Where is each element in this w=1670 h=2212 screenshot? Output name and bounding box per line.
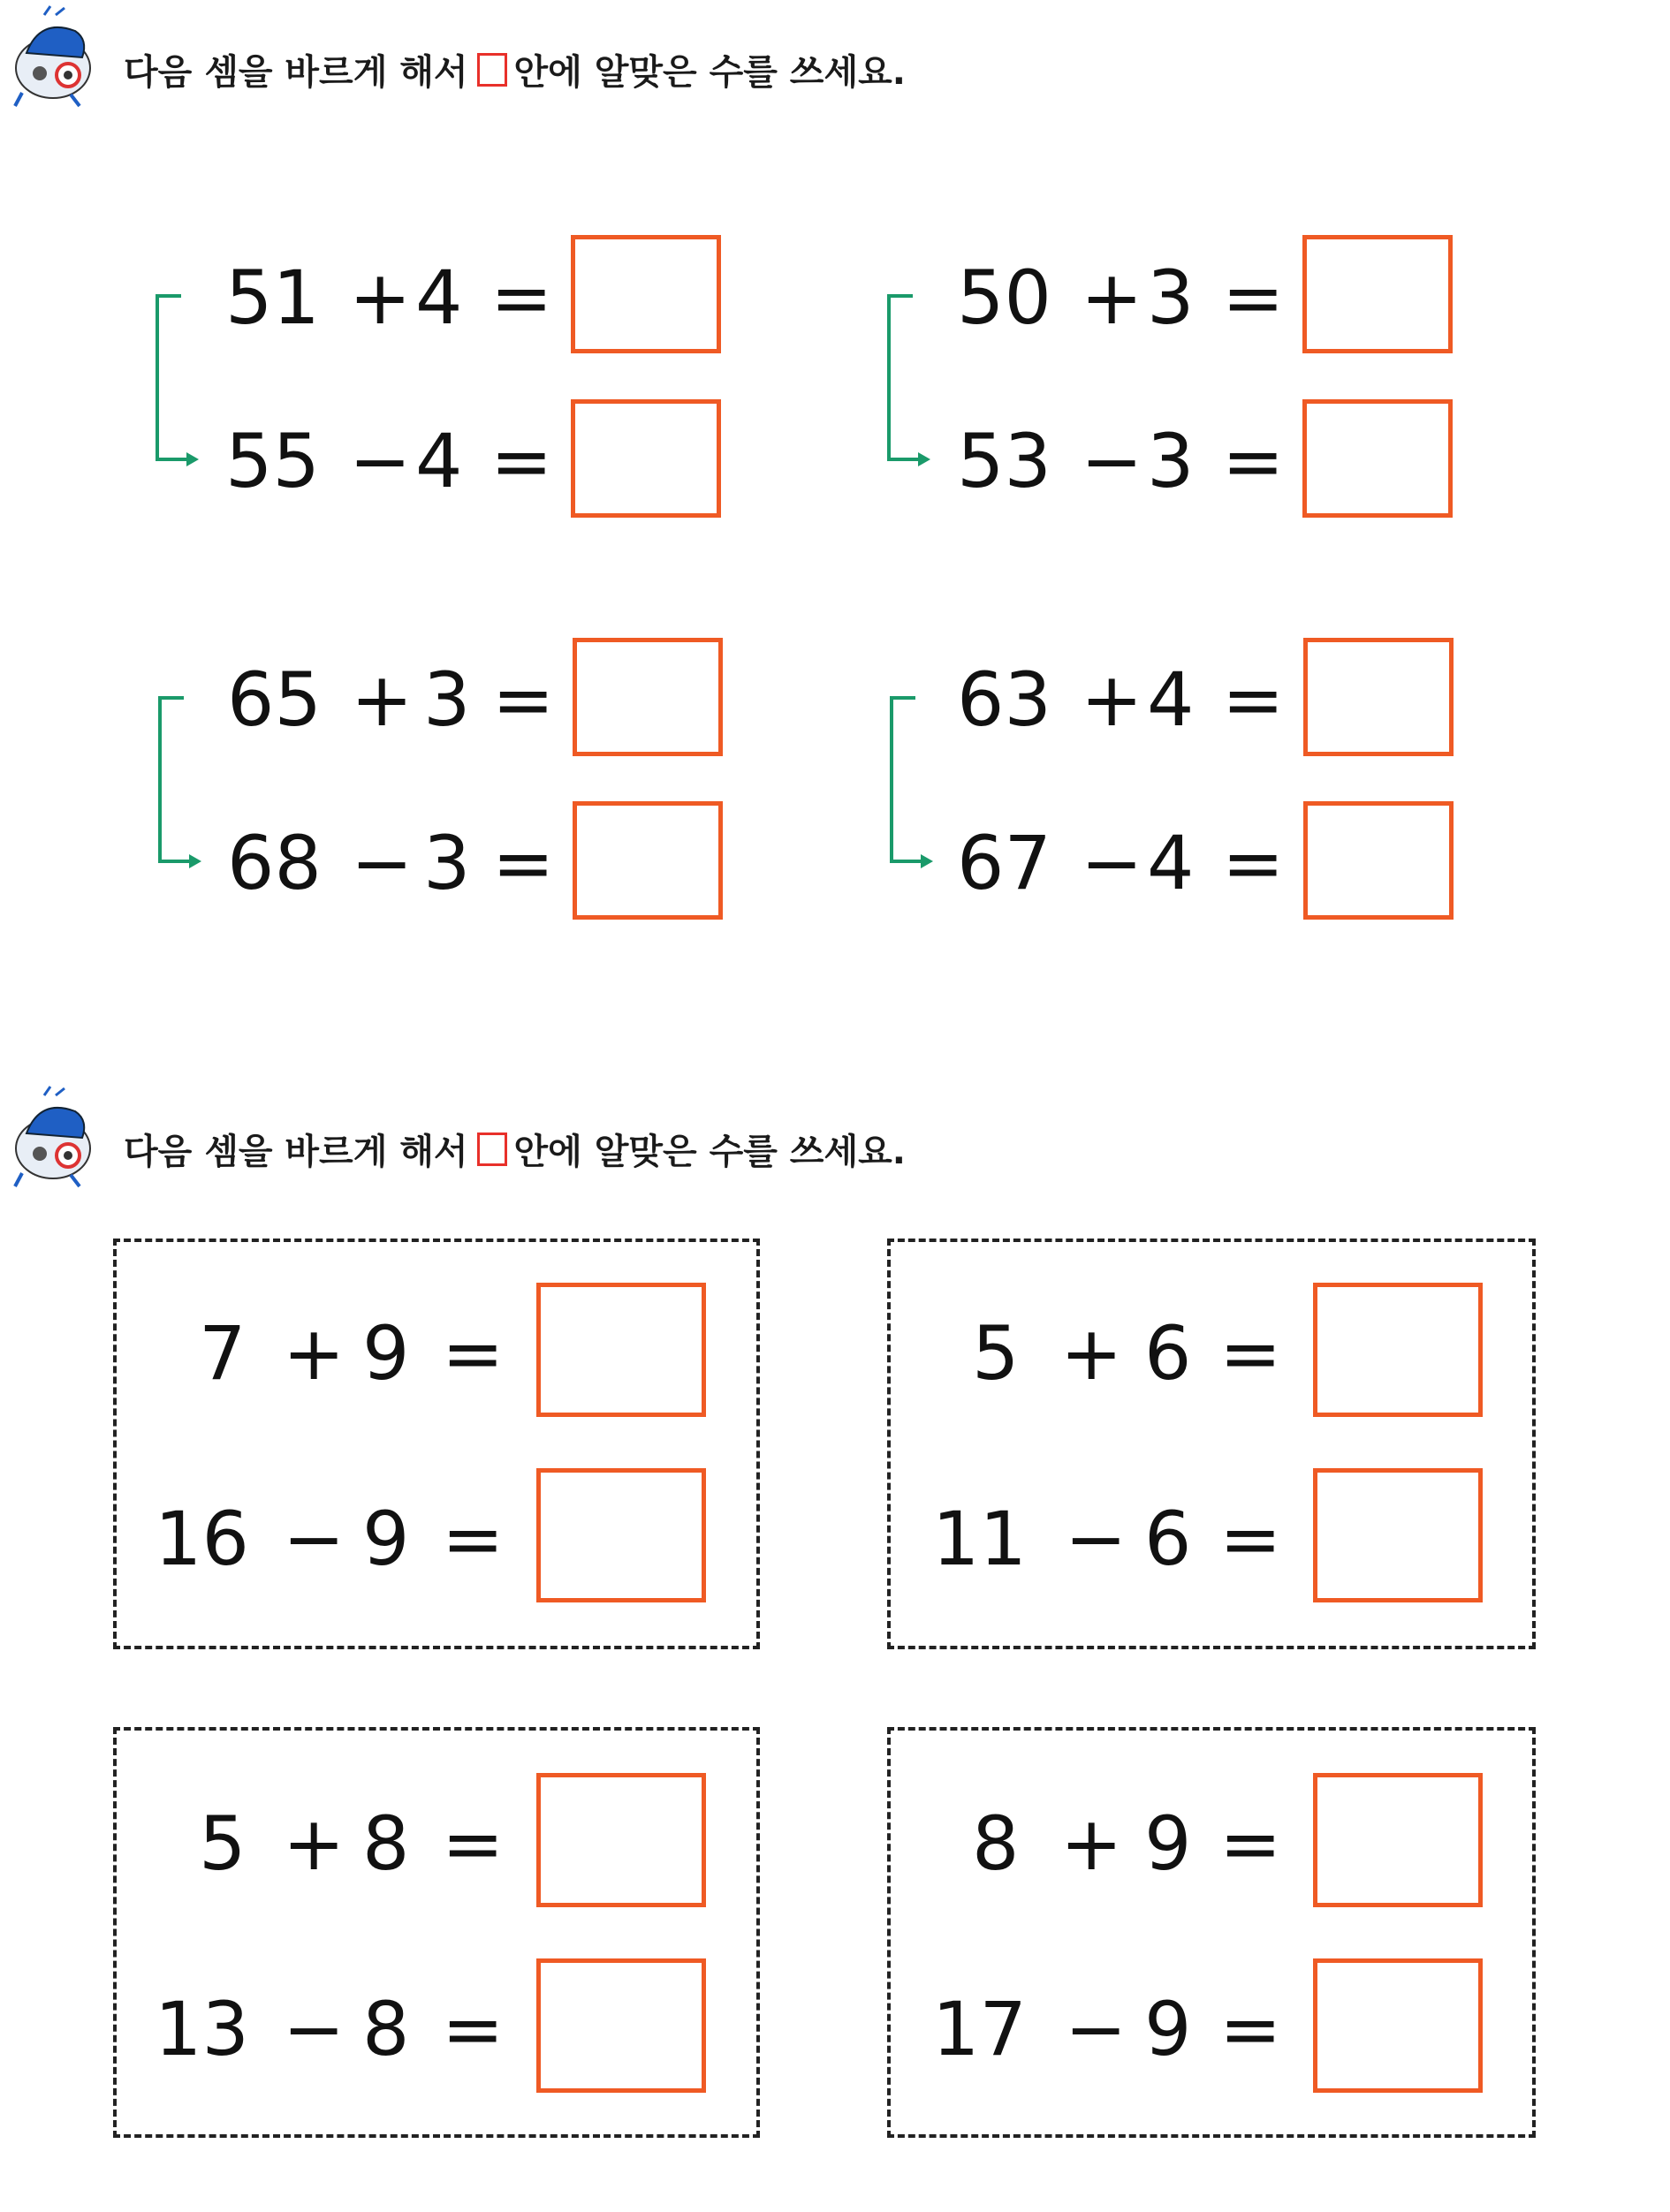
second-operand: 8 bbox=[362, 1800, 410, 1887]
bracket-arrow-icon bbox=[157, 693, 210, 870]
instruction-text bbox=[124, 1124, 906, 1174]
operator: + bbox=[349, 254, 412, 341]
operator: − bbox=[283, 1986, 345, 2072]
bracket-arrow-icon bbox=[886, 292, 939, 468]
instruction-before: 다음 셈을 바르게 해서 bbox=[124, 52, 468, 93]
first-operand: 8 bbox=[972, 1800, 1020, 1887]
second-operand: 3 bbox=[1147, 418, 1195, 504]
second-operand: 4 bbox=[415, 254, 463, 341]
equals-sign: = bbox=[490, 254, 553, 341]
operator: + bbox=[1060, 1310, 1123, 1397]
operator: − bbox=[1065, 1496, 1127, 1582]
answer-box[interactable] bbox=[1302, 235, 1453, 353]
operator: − bbox=[1065, 1986, 1127, 2072]
operator: + bbox=[1081, 254, 1143, 341]
second-operand: 4 bbox=[1147, 820, 1195, 906]
answer-box[interactable] bbox=[1313, 1773, 1483, 1907]
second-operand: 9 bbox=[362, 1310, 410, 1397]
first-operand: 5 bbox=[972, 1310, 1020, 1397]
answer-box[interactable] bbox=[571, 235, 721, 353]
first-operand: 13 bbox=[155, 1986, 249, 2072]
first-operand: 67 bbox=[957, 820, 1051, 906]
second-operand: 3 bbox=[423, 820, 471, 906]
first-operand: 16 bbox=[155, 1496, 249, 1582]
first-operand: 5 bbox=[199, 1800, 247, 1887]
first-operand: 11 bbox=[932, 1496, 1027, 1582]
first-operand: 63 bbox=[957, 656, 1051, 743]
second-operand: 9 bbox=[1144, 1986, 1192, 2072]
operator: + bbox=[1060, 1800, 1123, 1887]
mascot-icon bbox=[4, 4, 102, 110]
bracket-arrow-icon bbox=[155, 292, 208, 468]
operator: − bbox=[349, 418, 412, 504]
answer-box[interactable] bbox=[571, 399, 721, 518]
first-operand: 7 bbox=[199, 1310, 247, 1397]
operator: + bbox=[351, 656, 414, 743]
answer-box[interactable] bbox=[536, 1283, 706, 1417]
first-operand: 50 bbox=[957, 254, 1051, 341]
second-operand: 4 bbox=[415, 418, 463, 504]
answer-box[interactable] bbox=[536, 1773, 706, 1907]
operator: + bbox=[283, 1800, 345, 1887]
operator: + bbox=[1081, 656, 1143, 743]
equals-sign: = bbox=[1222, 418, 1285, 504]
first-operand: 53 bbox=[957, 418, 1051, 504]
first-operand: 51 bbox=[225, 254, 320, 341]
equals-sign: = bbox=[492, 656, 555, 743]
equals-sign: = bbox=[1222, 820, 1285, 906]
answer-box[interactable] bbox=[573, 801, 723, 920]
first-operand: 68 bbox=[227, 820, 322, 906]
equals-sign: = bbox=[442, 1986, 505, 2072]
operator: − bbox=[351, 820, 414, 906]
equals-sign: = bbox=[492, 820, 555, 906]
second-operand: 9 bbox=[362, 1496, 410, 1582]
first-operand: 55 bbox=[225, 418, 320, 504]
equals-sign: = bbox=[1219, 1986, 1282, 2072]
second-operand: 8 bbox=[362, 1986, 410, 2072]
inline-answer-box-icon bbox=[477, 53, 507, 87]
instruction-after: 안에 알맞은 수를 쓰세요. bbox=[513, 1132, 906, 1172]
equals-sign: = bbox=[1219, 1496, 1282, 1582]
second-operand: 6 bbox=[1144, 1496, 1192, 1582]
answer-box[interactable] bbox=[1302, 399, 1453, 518]
operator: − bbox=[1081, 418, 1143, 504]
answer-box[interactable] bbox=[1313, 1468, 1483, 1602]
second-operand: 3 bbox=[1147, 254, 1195, 341]
equals-sign: = bbox=[442, 1310, 505, 1397]
second-operand: 6 bbox=[1144, 1310, 1192, 1397]
answer-box[interactable] bbox=[573, 638, 723, 756]
second-operand: 9 bbox=[1144, 1800, 1192, 1887]
second-operand: 4 bbox=[1147, 656, 1195, 743]
instruction-before: 다음 셈을 바르게 해서 bbox=[124, 1132, 468, 1172]
answer-box[interactable] bbox=[1313, 1283, 1483, 1417]
second-operand: 3 bbox=[423, 656, 471, 743]
answer-box[interactable] bbox=[1303, 638, 1454, 756]
operator: − bbox=[283, 1496, 345, 1582]
equals-sign: = bbox=[442, 1496, 505, 1582]
answer-box[interactable] bbox=[536, 1958, 706, 2093]
operator: − bbox=[1081, 820, 1143, 906]
mascot-icon bbox=[4, 1085, 102, 1191]
equals-sign: = bbox=[1219, 1310, 1282, 1397]
answer-box[interactable] bbox=[1313, 1958, 1483, 2093]
answer-box[interactable] bbox=[1303, 801, 1454, 920]
equals-sign: = bbox=[442, 1800, 505, 1887]
instruction-text bbox=[124, 44, 906, 95]
bracket-arrow-icon bbox=[889, 693, 942, 870]
first-operand: 17 bbox=[932, 1986, 1027, 2072]
instruction-after: 안에 알맞은 수를 쓰세요. bbox=[513, 52, 906, 93]
inline-answer-box-icon bbox=[477, 1133, 507, 1166]
answer-box[interactable] bbox=[536, 1468, 706, 1602]
equals-sign: = bbox=[1222, 254, 1285, 341]
operator: + bbox=[283, 1310, 345, 1397]
equals-sign: = bbox=[1219, 1800, 1282, 1887]
first-operand: 65 bbox=[227, 656, 322, 743]
equals-sign: = bbox=[1222, 656, 1285, 743]
equals-sign: = bbox=[490, 418, 553, 504]
